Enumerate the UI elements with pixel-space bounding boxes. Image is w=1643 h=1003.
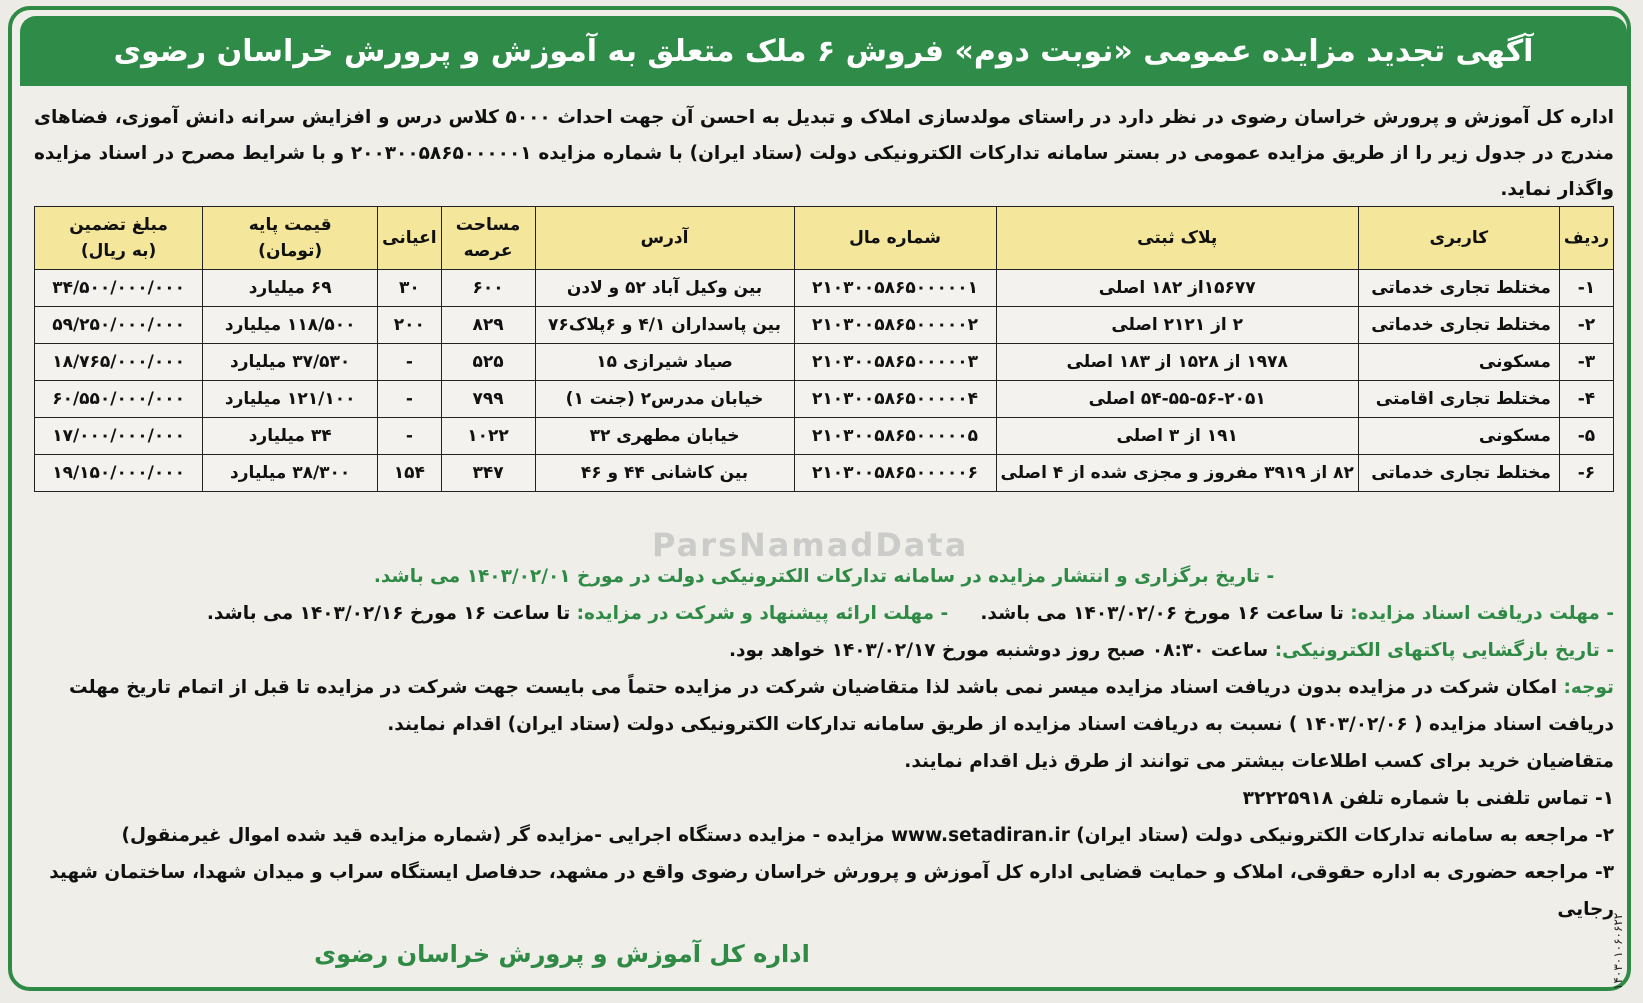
cell-usage: مسکونی: [1358, 344, 1559, 381]
cell-guarantee: ۵۹/۲۵۰/۰۰۰/۰۰۰: [35, 307, 203, 344]
table-row: [35, 455, 1614, 492]
cell-asset-no: ۲۱۰۳۰۰۵۸۶۵۰۰۰۰۰۵: [794, 418, 996, 455]
signature: اداره کل آموزش و پرورش خراسان رضوی: [314, 940, 810, 968]
cell-usage: مختلط تجاری خدماتی: [1358, 455, 1559, 492]
cell-asset-no: ۲۱۰۳۰۰۵۸۶۵۰۰۰۰۰۳: [794, 344, 996, 381]
cell-base-price: ۳۴ میلیارد: [203, 418, 378, 455]
note-paragraph: [34, 669, 1614, 743]
cell-usage: مسکونی: [1358, 418, 1559, 455]
cell-base-price: ۳۸/۳۰۰ میلیارد: [203, 455, 378, 492]
cell-guarantee: ۱۹/۱۵۰/۰۰۰/۰۰۰: [35, 455, 203, 492]
cell-building: -: [378, 344, 441, 381]
info-item-visit: ۳- مراجعه حضوری به اداره حقوقی، املاک و حمایت قضایی اداره کل آموزش و پرورش خراسان رضوی واقع در مشهد، حدفاصل ایستگاه سراب و میدان شهدا، ساختمان شهید رجایی: [49, 862, 1614, 920]
header-guarantee-line1: مبلغ تضمین: [69, 215, 168, 235]
cell-usage: مختلط تجاری خدماتی: [1358, 307, 1559, 344]
cell-base-price: ۳۷/۵۳۰ میلیارد: [203, 344, 378, 381]
cell-address: بین کاشانی ۴۴ و ۴۶: [535, 455, 794, 492]
cell-area: ۳۴۷: [441, 455, 535, 492]
cell-building: -: [378, 418, 441, 455]
table-row: [35, 270, 1614, 307]
cell-row-no: ۶-: [1559, 455, 1613, 492]
cell-asset-no: ۲۱۰۳۰۰۵۸۶۵۰۰۰۰۰۶: [794, 455, 996, 492]
intro-paragraph: اداره کل آموزش و پرورش خراسان رضوی در نظر دارد در راستای مولدسازی املاک و تبدیل به احسن آن جهت احداث ۵۰۰۰ کلاس درس و افزایش سرانه دانش آموزی، فضاهای مندرج در جدول زیر را از طریق مزایده عمومی در بستر سامانه تدارکات الکترونیکی دولت (ستاد ایران) با شماره مزایده ۲۰۰۳۰۰۵۸۶۵۰۰۰۰۰۱ و با شرایط مصرح در اسناد مزایده واگذار نماید.: [34, 107, 1614, 200]
header-building: اعیانی: [378, 207, 441, 270]
properties-table: [34, 206, 1614, 492]
header-plaque: پلاک ثبتی: [996, 207, 1358, 270]
cell-guarantee: ۱۷/۰۰۰/۰۰۰/۰۰۰: [35, 418, 203, 455]
cell-area: ۶۰۰: [441, 270, 535, 307]
cell-guarantee: ۳۴/۵۰۰/۰۰۰/۰۰۰: [35, 270, 203, 307]
info-item-phone: ۱- تماس تلفنی با شماره تلفن ۳۲۲۲۵۹۱۸: [1242, 788, 1614, 809]
table-header-row: [35, 207, 1614, 270]
cell-plaque: ۵۴-۵۵-۵۶-۲۰۵۱ اصلی: [996, 381, 1358, 418]
cell-plaque: ۱۵۶۷۷از ۱۸۲ اصلی: [996, 270, 1358, 307]
ad-frame: [8, 6, 1631, 991]
ad-header: [20, 16, 1627, 86]
header-guarantee-line2: (به ریال): [80, 241, 157, 261]
cell-address: خیابان مطهری ۳۲: [535, 418, 794, 455]
opening-label: - تاریخ بازگشایی پاکتهای الکترونیکی:: [1274, 640, 1614, 661]
doc-deadline-label: - مهلت دریافت اسناد مزایده:: [1350, 603, 1614, 624]
cell-asset-no: ۲۱۰۳۰۰۵۸۶۵۰۰۰۰۰۲: [794, 307, 996, 344]
table-row: [35, 381, 1614, 418]
table-row: [35, 307, 1614, 344]
header-area-line1: مساحت: [455, 215, 521, 235]
cell-plaque: ۲ از ۲۱۲۱ اصلی: [996, 307, 1358, 344]
side-code: ۱۴۰۳۰۱۰۶۰۶۲۲: [1611, 912, 1625, 990]
header-asset-no: شماره مال: [794, 207, 996, 270]
offer-deadline-text: تا ساعت ۱۶ مورخ ۱۴۰۳/۰۲/۱۶ می باشد.: [206, 603, 571, 624]
publish-date-line: - تاریخ برگزاری و انتشار مزایده در سامانه تدارکات الکترونیکی دولت در مورخ ۱۴۰۳/۰۲/۰۱ می باشد.: [373, 566, 1275, 587]
info-intro: متقاضیان خرید برای کسب اطلاعات بیشتر می توانند از طرق ذیل اقدام نمایند.: [904, 751, 1614, 772]
offer-deadline-label: - مهلت ارائه پیشنهاد و شرکت در مزایده:: [576, 603, 949, 624]
cell-row-no: ۴-: [1559, 381, 1613, 418]
opening-line: [34, 632, 1614, 669]
cell-guarantee: ۱۸/۷۶۵/۰۰۰/۰۰۰: [35, 344, 203, 381]
cell-usage: مختلط تجاری اقامتی: [1358, 381, 1559, 418]
cell-address: خیابان مدرس۲ (جنت ۱): [535, 381, 794, 418]
note-label: توجه:: [1563, 677, 1614, 698]
cell-row-no: ۳-: [1559, 344, 1613, 381]
opening-text: ساعت ۰۸:۳۰ صبح روز دوشنبه مورخ ۱۴۰۳/۰۲/۱۷ خواهد بود.: [728, 640, 1269, 661]
cell-guarantee: ۶۰/۵۵۰/۰۰۰/۰۰۰: [35, 381, 203, 418]
cell-base-price: ۱۲۱/۱۰۰ میلیارد: [203, 381, 378, 418]
info-item-website: ۲- مراجعه به سامانه تدارکات الکترونیکی دولت (ستاد ایران) www.setadiran.ir مزایده - مزایده دستگاه اجرایی -مزایده گر (شماره مزایده قید شده اموال غیرمنقول): [121, 825, 1614, 846]
notes-section: [34, 558, 1614, 928]
table-row: [35, 418, 1614, 455]
cell-building: ۱۵۴: [378, 455, 441, 492]
note-text: امکان شرکت در مزایده بدون دریافت اسناد مزایده میسر نمی باشد لذا متقاضیان شرکت در مزایده حتماً می بایست جهت شرکت در مزایده تا قبل از اتمام تاریخ مهلت دریافت اسناد مزایده ( ۱۴۰۳/۰۲/۰۶ ) نسبت به دریافت اسناد مزایده از طریق سامانه تدارکات الکترونیکی دولت (ستاد ایران) اقدام نمایند.: [68, 677, 1614, 735]
cell-plaque: ۸۲ از ۳۹۱۹ مفروز و مجزی شده از ۴ اصلی: [996, 455, 1358, 492]
header-row-no: ردیف: [1559, 207, 1613, 270]
watermark: ParsNamadData: [652, 526, 969, 564]
table-row: [35, 344, 1614, 381]
cell-address: صیاد شیرازی ۱۵: [535, 344, 794, 381]
cell-address: بین پاسداران ۴/۱ و ۶پلاک۷۶: [535, 307, 794, 344]
cell-plaque: ۱۹۷۸ از ۱۵۲۸ از ۱۸۳ اصلی: [996, 344, 1358, 381]
cell-area: ۷۹۹: [441, 381, 535, 418]
header-area: [441, 207, 535, 270]
cell-building: ۳۰: [378, 270, 441, 307]
cell-row-no: ۲-: [1559, 307, 1613, 344]
cell-base-price: ۱۱۸/۵۰۰ میلیارد: [203, 307, 378, 344]
cell-row-no: ۱-: [1559, 270, 1613, 307]
header-base-price: [203, 207, 378, 270]
header-area-line2: عرصه: [463, 241, 513, 261]
deadlines-line: [34, 595, 1614, 632]
cell-asset-no: ۲۱۰۳۰۰۵۸۶۵۰۰۰۰۰۴: [794, 381, 996, 418]
header-base-line2: (تومان): [258, 241, 323, 261]
cell-building: -: [378, 381, 441, 418]
header-address: آدرس: [535, 207, 794, 270]
cell-row-no: ۵-: [1559, 418, 1613, 455]
cell-building: ۲۰۰: [378, 307, 441, 344]
cell-area: ۱۰۲۲: [441, 418, 535, 455]
cell-address: بین وکیل آباد ۵۲ و لادن: [535, 270, 794, 307]
cell-asset-no: ۲۱۰۳۰۰۵۸۶۵۰۰۰۰۰۱: [794, 270, 996, 307]
doc-deadline-text: تا ساعت ۱۶ مورخ ۱۴۰۳/۰۲/۰۶ می باشد.: [980, 603, 1344, 624]
ad-title: آگهی تجدید مزایده عمومی «نوبت دوم» فروش ۶ ملک متعلق به آموزش و پرورش خراسان رضوی: [113, 33, 1534, 69]
header-guarantee: [35, 207, 203, 270]
cell-base-price: ۶۹ میلیارد: [203, 270, 378, 307]
header-usage: کاربری: [1358, 207, 1559, 270]
header-base-line1: قیمت پایه: [248, 215, 332, 235]
cell-area: ۵۲۵: [441, 344, 535, 381]
cell-usage: مختلط تجاری خدماتی: [1358, 270, 1559, 307]
cell-area: ۸۲۹: [441, 307, 535, 344]
cell-plaque: ۱۹۱ از ۳ اصلی: [996, 418, 1358, 455]
